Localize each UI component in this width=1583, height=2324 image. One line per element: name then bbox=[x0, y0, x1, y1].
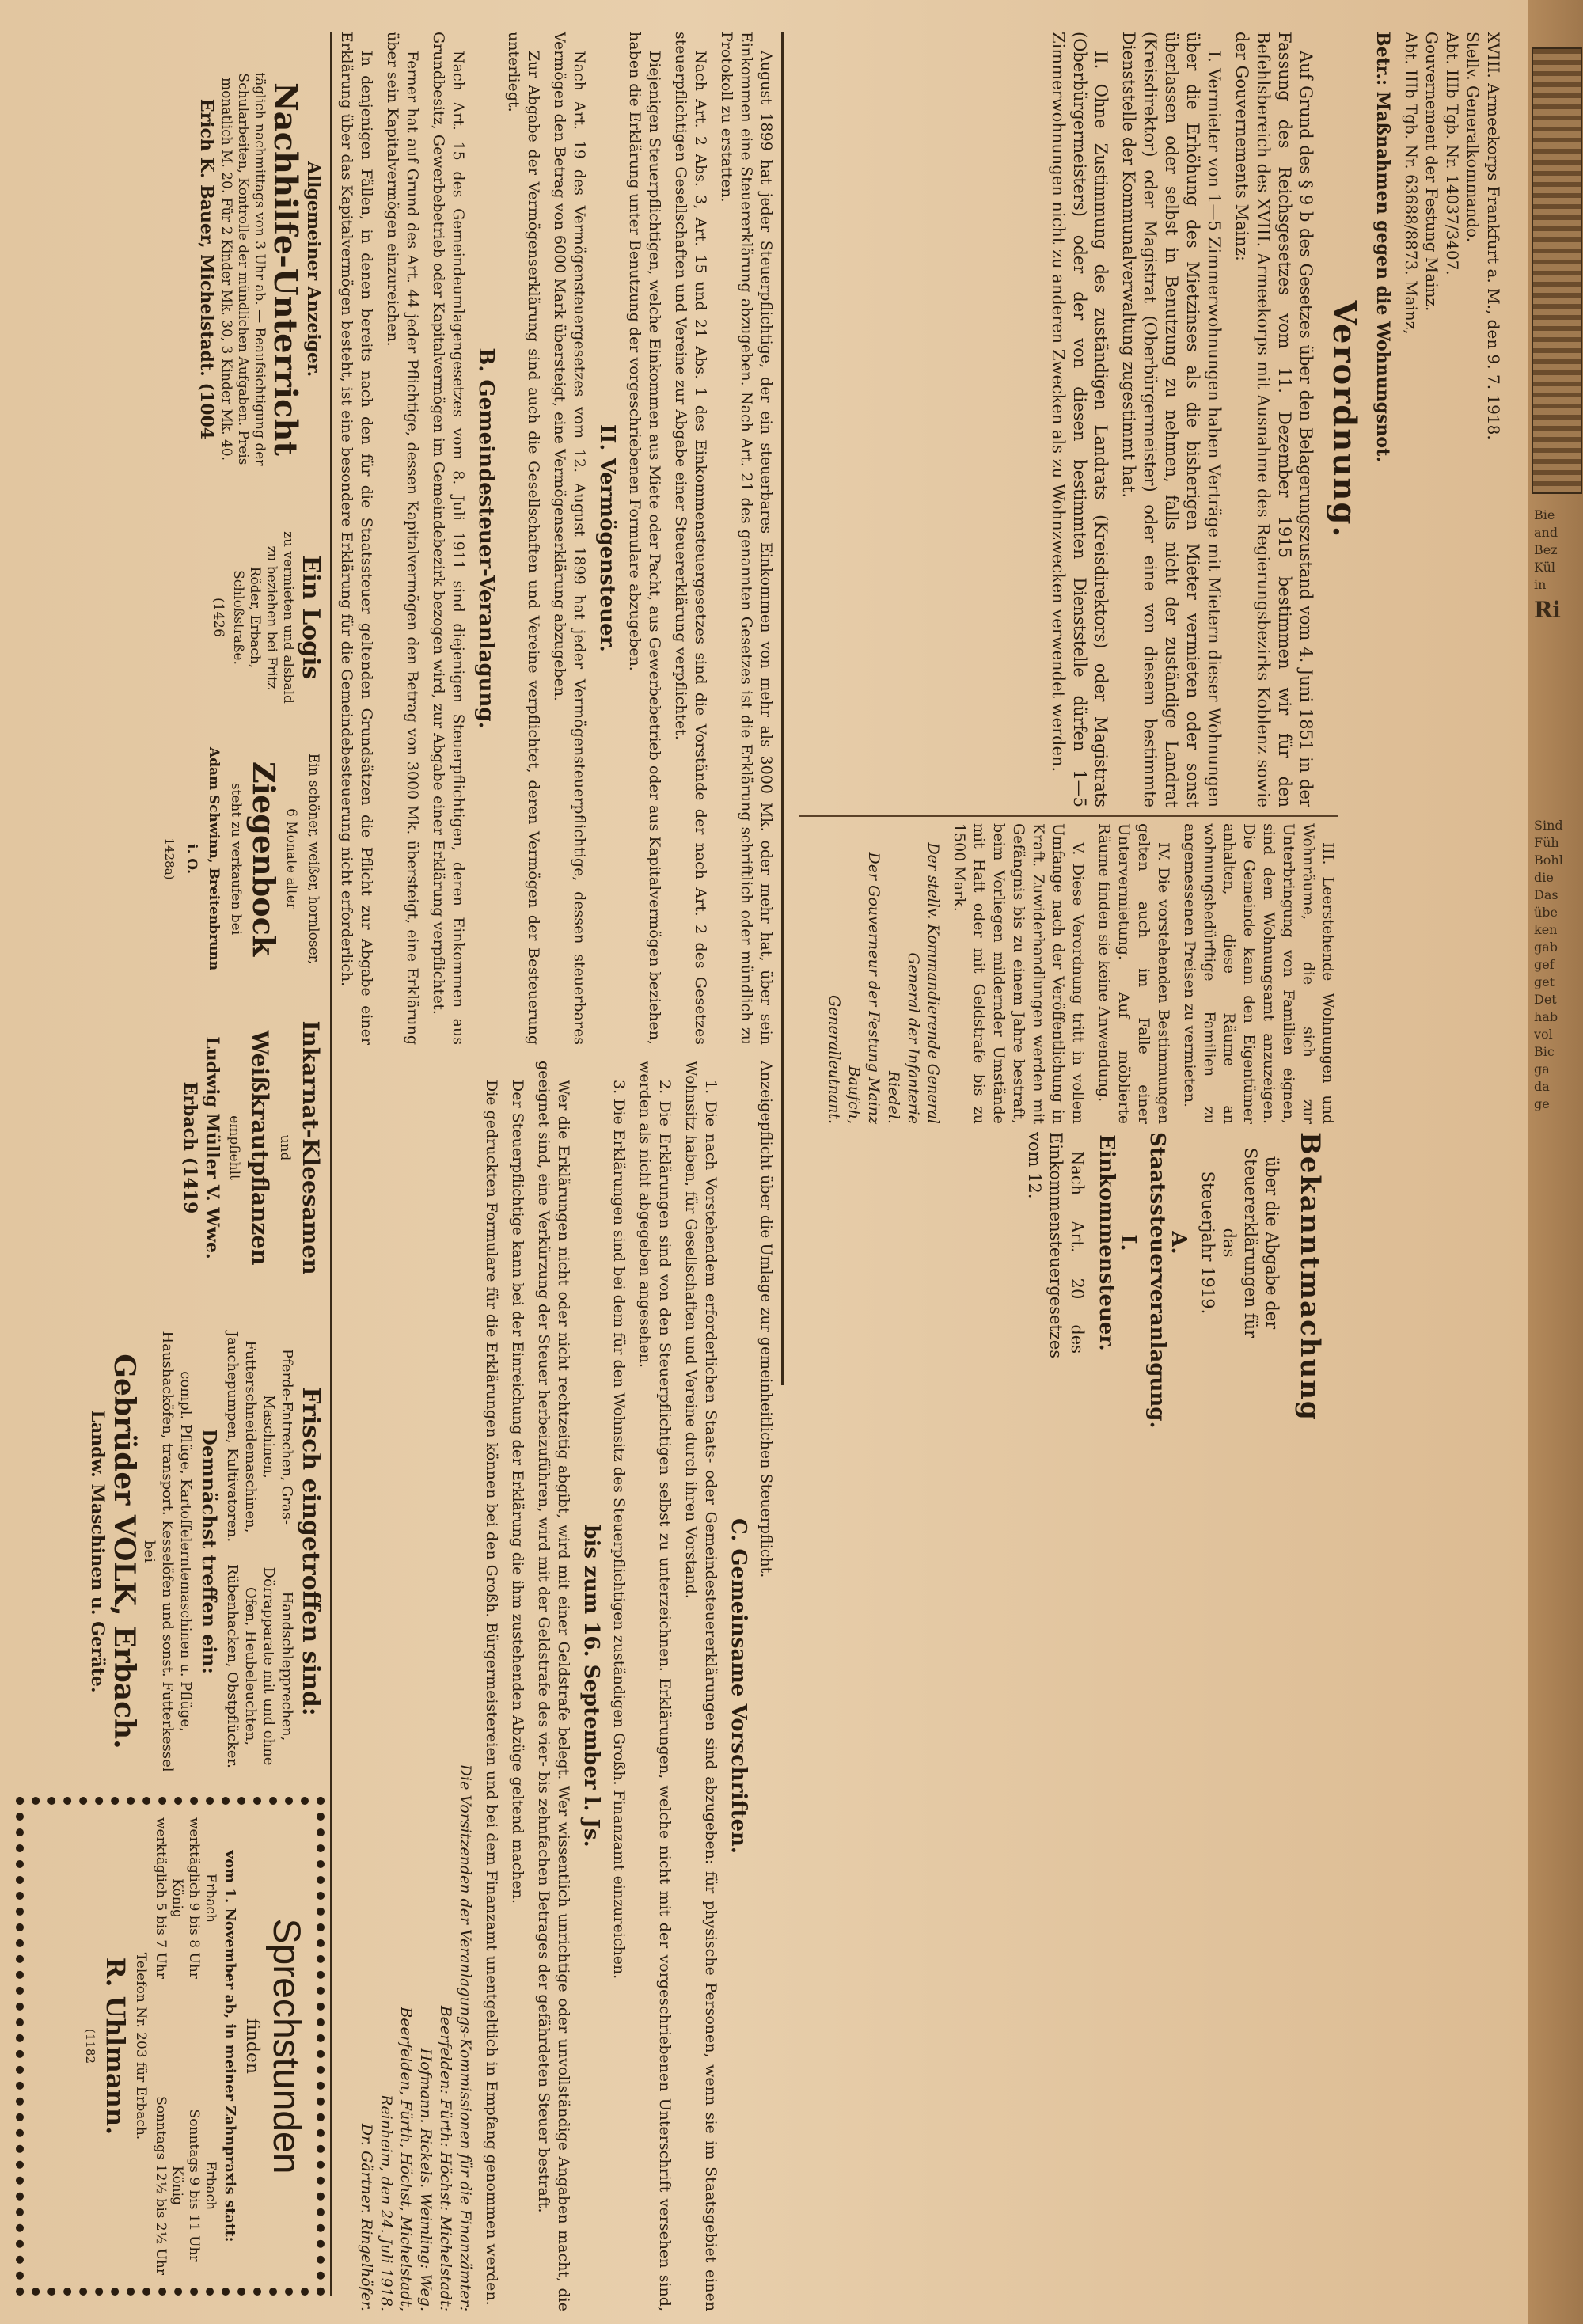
verordnung-title: Verordnung. bbox=[1326, 300, 1363, 539]
anzeiger-title: Allgemeiner Anzeiger. bbox=[303, 161, 324, 378]
betreff-line: Betr.: Maßnahmen gegen die Wohnungsnot. bbox=[1372, 32, 1393, 462]
fragment: in bbox=[1534, 577, 1547, 592]
bekanntmachung-title: Bekanntmachung bbox=[1294, 1132, 1326, 1422]
deadline: bis zum 16. September l. Js. bbox=[579, 1525, 603, 1847]
nachhilfe-name: Erich K. Bauer, Michelstadt. (1004 bbox=[196, 98, 217, 440]
paragraph: Auf Grund des § 9 b des Gesetzes über den Belagerungszustand vom 4. Juni 1851 in der Fassung des Reichsgesetzes vom 11. Dezember 1915 bestimmen wir für den Befehlsbereich des XVIII. Armeekorps mit Ausnahme des Regierungsbezirks Koblenz sowie der Gouvernements Mainz: bbox=[1232, 32, 1315, 807]
paragraph: Nach Art. 2 Abs. 3, Art. 15 und 21 Abs. 1 des Einkommensteuergesetzes sind die Vorstände der nach Art. 2 des Gesetzes steuerpflichtigen Gesellschaften und Vereine zur Abgabe einer Steuererklärung verpflichtet. bbox=[672, 32, 709, 1045]
signature-line: Der stellv. Kommandierende General bbox=[924, 842, 942, 1124]
adjacent-page-text bbox=[1534, 507, 1580, 2248]
zahnarzt-sub: finden bbox=[242, 2018, 262, 2075]
fragment: Bic bbox=[1534, 1044, 1555, 1059]
zahnarzt-place: König bbox=[169, 1878, 185, 1918]
logis-num: (1426 bbox=[211, 598, 226, 637]
steuer-column bbox=[330, 32, 776, 1045]
list-item: 2. Die Erklärungen sind von den Steuerpflichtigen selbst zu unterzeichnen. Erklärungen, welche nicht mit der vorgeschriebenen Unterschrift versehen sind, werden als nicht abgegeben angesehen. bbox=[636, 1061, 674, 2311]
bekanntmachung-block bbox=[1017, 1132, 1338, 1429]
paragraph: II. Ohne Zustimmung des zuständigen Landrats (Kreisdirektors) oder Magistrats (Oberbürgermeisters) oder der von diesen bestimmten Dienststelle dürfen 1—5 Zimmerwohnungen nicht zu anderen Zwecken als zu Wohnzwecken verwendet werden. bbox=[1049, 32, 1110, 807]
signature-line: Beerfelden, Fürth, Höchst, Michelstadt, bbox=[397, 2007, 415, 2311]
paragraph: I. Vermieter von 1—5 Zimmerwohnungen haben Verträge mit Mietern dieser Wohnungen über die Erhöhung des Mietzinses als die bisherigen Mieter vermieten oder sonst überlassen oder selbst in Benutzung zu nehmen, falls nicht der zuständige Landrat (Kreisdirektor) oder Magistrat (Oberbürgermeister) oder eine von diesem bestimmte Dienststelle der Kommunalverwaltung zugestimmt hat. bbox=[1119, 32, 1224, 807]
volk-head2: Demnächst treffen ein: bbox=[198, 1429, 221, 1674]
header-line: Stellv. Generalkommando. bbox=[1463, 32, 1482, 243]
zahnarzt-phone: Telefon Nr. 203 für Erbach. bbox=[133, 1952, 149, 2140]
paragraph: Der Steuerpflichtige kann bei der Einreichung der Erklärung die ihm zustehenden Abzüge geltend machen. bbox=[509, 1080, 526, 1904]
fragment: and bbox=[1534, 525, 1558, 540]
bekanntmachung-line: über die Abgabe der Steuererklärungen für das bbox=[1220, 1147, 1281, 1339]
ad-zahnarzt bbox=[16, 1797, 325, 2296]
header-line: XVIII. Armeekorps Frankfurt a. M., den 9. 7. 1918. bbox=[1484, 32, 1503, 440]
signature-line: Baufch, bbox=[845, 1065, 863, 1124]
zahnarzt-name: R. Uhlmann. bbox=[101, 1957, 131, 2136]
signature bbox=[824, 823, 943, 1124]
fragment: Bie bbox=[1534, 507, 1555, 522]
zahnarzt-hours-left bbox=[152, 1817, 218, 1979]
header-line: Abt. IIIb Tgb. Nr. 63688/8873. Mainz, bbox=[1402, 32, 1421, 335]
signature-line: Riedel. bbox=[885, 1070, 902, 1124]
fragment: übe bbox=[1534, 905, 1558, 920]
ornament-image bbox=[1532, 47, 1582, 494]
section-heading: C. Gemeinsame Vorschriften. bbox=[727, 1518, 750, 1854]
verordnung-column-2 bbox=[824, 823, 1338, 1124]
paragraph: Nach Art. 15 des Gemeindeumlagengesetzes vom 8. Juli 1911 sind diejenigen Steuerpflichtigen, deren Einkommen aus Grundbesitz, Gewerbebetrieb oder Kapitalvermögen im Gemeindebezirk bezogen wird, zur Abgabe einer Erklärung verpflichtet. bbox=[430, 32, 467, 1045]
volk-sub: Landw. Maschinen u. Geräte. bbox=[87, 1410, 108, 1693]
horizontal-rule bbox=[781, 32, 784, 1385]
header-line: Abt. IIIb Tgb. Nr. 14037/3407. bbox=[1443, 32, 1462, 275]
volk-text2: compl. Pflüge, Kartoffelerntemaschinen u. Pflüge, Haushacköfen, transport. Kesselöfen und sonst. Futterkessel bei bbox=[141, 1331, 194, 1772]
signature-line: Generalleutnant. bbox=[826, 994, 843, 1124]
fragment: Ri bbox=[1534, 597, 1561, 623]
bock-headline: Ziegenbock bbox=[246, 761, 282, 957]
fragment: ken bbox=[1534, 922, 1558, 937]
bekanntmachung-subsection: I. Einkommensteuer. bbox=[1095, 1134, 1140, 1351]
zahnarzt-place: König bbox=[169, 2166, 185, 2205]
list-item: 1. Die nach Vorstehendem erforderlichen Staats- oder Gemeindesteuererklärungen sind abzugeben: für physische Personen, wenn sie im Staatsgebiet einen Wohnsitz haben, für Gesellschaften und Vereine durch ihren Vorstand. bbox=[682, 1061, 719, 2311]
bock-name: Adam Schwinn, Breitenbrunn i. O. bbox=[184, 746, 222, 971]
volk-head1: Frisch eingetroffen sind: bbox=[297, 1387, 325, 1716]
paragraph: Wer die Erklärungen nicht oder nicht rechtzeitig abgibt, wird mit einer Geldstrafe belegt. Wer wissentlich unrichtige oder unvollständige Angaben macht, die geeignet sind, eine Verkürzung der Steuer herbeizuführen, wird mit der Geldstrafe des vier- bis zehnfachen Betrages der gefährdeten Steuer bestraft. bbox=[535, 1061, 572, 2311]
fragment: Kül bbox=[1534, 560, 1556, 575]
volk-headline: Gebrüder VOLK, Erbach. bbox=[108, 1354, 141, 1749]
bekanntmachung-line: Steuerjahr 1919. bbox=[1198, 1171, 1217, 1315]
paragraph: V. Diese Verordnung tritt in vollem Umfange nach der Veröffentlichung in Kraft. Zuwiderhandlungen werden mit Gefängnis bis zu einem Jahre bestraft, beim Vorliegen mildernder Umstände mit Haft oder mit Geldstrafe bis zu 1500 Mark. bbox=[951, 823, 1087, 1124]
ad-volk bbox=[16, 1314, 332, 1789]
fragment: ga bbox=[1534, 1061, 1550, 1077]
header-line: Gouvernement der Festung Mainz. bbox=[1422, 32, 1441, 312]
bock-text: steht zu verkaufen bei bbox=[228, 782, 244, 936]
fragment: gef bbox=[1534, 957, 1555, 972]
ad-logis bbox=[174, 515, 332, 720]
paragraph: III. Leerstehende Wohnungen und Wohnräume, die sich zur Unterbringung von Familien eignen, sind dem Wohnungsamt anzuzeigen. Die Gemeinde kann den Eigentümer anhalten, diese Räume an wohnungsbedürftige Familien zu angemessenen Preisen zu vermieten. bbox=[1181, 823, 1337, 1124]
volk-columns bbox=[223, 1327, 296, 1776]
fragment: die bbox=[1534, 870, 1554, 885]
paragraph: Zur Abgabe der Vermögenserklärung sind auch die Gesellschaften und Vereine verpflichtet, deren Vermögen der Besteuerung unterliegt. bbox=[505, 32, 542, 1045]
column-divider bbox=[799, 815, 1338, 817]
signature-line: Hofmann. Rickels. Weimling: Weg. bbox=[417, 2048, 435, 2311]
paragraph: August 1899 hat jeder Steuerpflichtige, der ein steuerbares Einkommen von mehr als 3000 Mk. oder mehr hat, über sein Einkommen eine Steuererklärung abzugeben. Nach Art. 21 des genannten Gesetzes ist die Erklärung schriftlich oder mündlich zu Protokoll zu erstatten. bbox=[718, 32, 775, 1045]
mueller-name: Ludwig Müller V. Wwe. Erbach (1419 bbox=[180, 1036, 222, 1259]
fragment: Bohl bbox=[1534, 853, 1563, 868]
ad-nachhilfe bbox=[174, 32, 332, 507]
fragment: Füh bbox=[1534, 835, 1559, 850]
signature bbox=[356, 1061, 475, 2311]
zahnarzt-headline: Sprechstunden bbox=[265, 1918, 307, 2174]
paragraph: IV. Die vorstehenden Bestimmungen gelten auch im Falle einer Untervermietung. Auf möblierte Räume finden sie keine Anwendung. bbox=[1095, 823, 1172, 1124]
fragment: vol bbox=[1534, 1027, 1553, 1042]
paragraph: In denjenigen Fällen, in denen bereits nach den für die Staatssteuer geltenden Grundsätzen die Pflicht zur Abgabe einer Erklärung über das Kapitalvermögen besteht, ist eine besondere Erklärung für die Gemeindebesteuerung nicht erforderlich. bbox=[338, 32, 375, 1045]
fragment: ge bbox=[1534, 1096, 1550, 1111]
fragment: get bbox=[1534, 974, 1555, 989]
paragraph: Nach Art. 19 des Vermögensteuergesetzes vom 12. August 1899 hat jeder Vermögensteuerpflichtige, dessen steuerbares Vermögen den Betrag von 6000 Mark übersteigt, eine Vermögenserklärung abzugeben. bbox=[551, 32, 588, 1045]
bock-pre: Ein schöner, weißer, hornloser, bbox=[306, 753, 321, 965]
ad-ziegenbock bbox=[162, 728, 332, 989]
zahnarzt-hours-right bbox=[152, 2096, 218, 2275]
logis-title: Ein Logis bbox=[297, 555, 325, 680]
paragraph: Nach Art. 20 des Einkommensteuergesetzes vom 12. bbox=[1025, 1132, 1087, 1359]
fragment: gab bbox=[1534, 940, 1558, 955]
zahnarzt-time: werktäglich 9 bis 8 Uhr bbox=[186, 1817, 202, 1979]
fragment: Bez bbox=[1534, 542, 1558, 557]
zahnarzt-text: vom 1. November ab, in meiner Zahnpraxis statt: bbox=[222, 1850, 238, 2242]
zahnarzt-time: Sonntags 12½ bis 2½ Uhr bbox=[153, 2096, 169, 2275]
nachhilfe-headline: Nachhilfe-Unterricht bbox=[267, 82, 304, 456]
signature-line: Reinheim, den 24. Juli 1918. bbox=[378, 2094, 395, 2311]
bock-pre2: 6 Monate alter bbox=[283, 808, 299, 909]
fragment: Det bbox=[1534, 992, 1557, 1007]
paragraph: Die gedruckten Formulare für die Erklärungen können bei den Großh. Bürgermeistereien und bei dem Finanzamt unentgeltlich in Empfang genommen werden. bbox=[483, 1080, 500, 2306]
logis-text: zu vermieten und alsbald zu beziehen bei Fritz Röder, Erbach, Schloßstraße. bbox=[230, 531, 296, 704]
zahnarzt-place: Erbach bbox=[203, 2161, 218, 2211]
ad-weisskraut bbox=[174, 997, 332, 1298]
paragraph: Ferner hat auf Grund des Art. 44 jeder Pflichtige, dessen Kapitalvermögen den Betrag von 3000 Mk. übersteigt, eine Erklärung über sein Kapitalvermögen einzureichen. bbox=[384, 32, 421, 1045]
weisskraut-text: empfiehlt bbox=[226, 1115, 242, 1180]
zahnarzt-time: werktäglich 5 bis 7 Uhr bbox=[153, 1817, 169, 1979]
intro-line: Anzeigepflicht über die Umlage zur gemeinheitlichen Steuerpflicht. bbox=[757, 1061, 775, 1578]
signature-line: General der Infanterie bbox=[905, 952, 922, 1124]
weisskraut-headline: Weißkrautpflanzen bbox=[247, 1030, 273, 1266]
vorschriften-column bbox=[356, 1061, 776, 2311]
bekanntmachung-section: A. Staatssteuerveranlagung. bbox=[1145, 1132, 1190, 1429]
signature-line: Beerfelden: Fürth: Höchst: Michelstadt: bbox=[437, 2005, 454, 2311]
zahnarzt-num: (1182 bbox=[83, 2028, 97, 2064]
verordnung-header bbox=[1401, 32, 1504, 807]
fragment: Das bbox=[1534, 887, 1558, 902]
signature-line: Der Gouverneur der Festung Mainz bbox=[865, 852, 883, 1124]
verordnung-column bbox=[1041, 32, 1504, 807]
volk-col1: Pferde-Entrechen, Gras-Maschinen, Futterschneidemaschinen, Jauchepumpen, Kultivatoren. bbox=[224, 1331, 295, 1543]
section-heading: II. Vermögensteuer. bbox=[595, 424, 619, 652]
inkarnat-und: und bbox=[277, 1134, 293, 1161]
fragment: da bbox=[1534, 1079, 1550, 1094]
fragment: hab bbox=[1534, 1009, 1558, 1024]
signature-line: Dr. Gärtner. Ringelhöfer. bbox=[358, 2123, 375, 2311]
zahnarzt-hours bbox=[152, 1817, 218, 2275]
inkarnat-headline: Inkarnat-Kleesamen bbox=[298, 1020, 324, 1275]
signature-line: Die Vorsitzenden der Veranlagungs-Kommissionen für die Finanzämter: bbox=[457, 1764, 474, 2311]
volk-col2: Handschlepprechen, Dörrapparate mit und ohne Ofen, Heubeleuchten, Rübenhacken, Obstpflücker. bbox=[224, 1564, 295, 1768]
fragment: Sind bbox=[1534, 818, 1563, 833]
zahnarzt-time: Sonntags 9 bis 11 Uhr bbox=[186, 2109, 202, 2262]
list-item: 3. Die Erklärungen sind bei dem für den Wohnsitz des Steuerpflichtigen zuständigen Großh. Finanzamt einzureichen. bbox=[610, 1080, 628, 1980]
zahnarzt-place: Erbach bbox=[203, 1873, 218, 1923]
paragraph: Diejenigen Steuerpflichtigen, welche Einkommen aus Miete oder Pacht, aus Gewerbebetrieb oder aus Kapitalvermögen beziehen, haben die Erklärung unter Benutzung der vorgeschriebenen Formulare abzugeben. bbox=[626, 32, 663, 1045]
nachhilfe-text: täglich nachmittags von 3 Uhr ab. — Beaufsichtigung der Schularbeiten, Kontrolle der mündlichen Aufgaben. Preis monatlich M. 20. Für 2 Kinder Mk. 30, 3 Kinder Mk. 40. bbox=[218, 72, 268, 466]
bock-num: 1428a) bbox=[162, 837, 177, 880]
section-heading: B. Gemeindesteuer-Veranlagung. bbox=[474, 347, 498, 729]
